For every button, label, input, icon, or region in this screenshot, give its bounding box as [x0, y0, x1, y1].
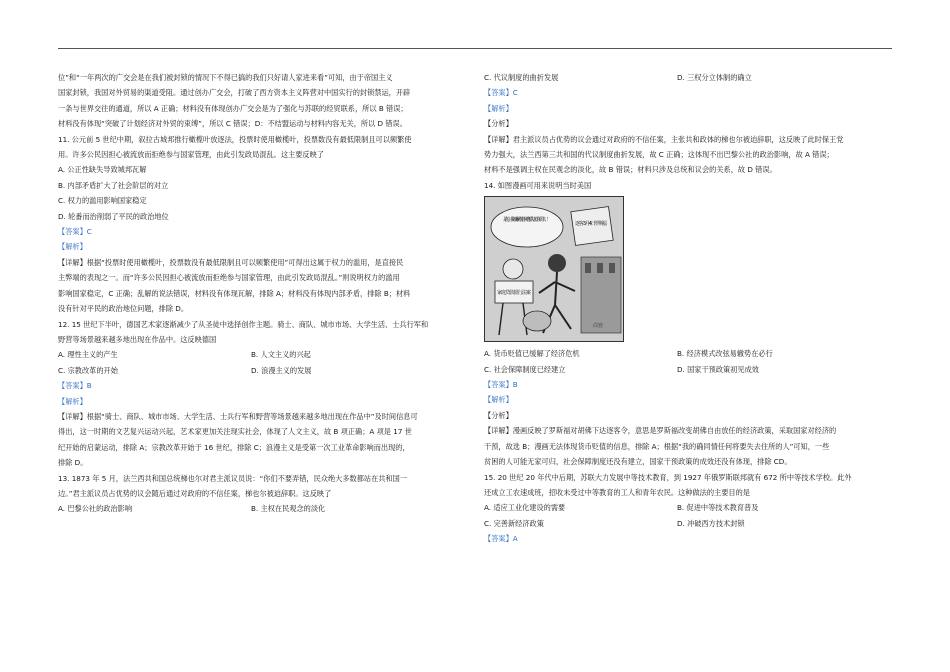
- q11-option-c: C. 权力的滥用影响国家稳定: [58, 196, 147, 206]
- text-line: 位”和“一年两次的广交会是在我们被封锁的情况下不得已搞的我们只好请人家进来看”可知，由于帝国主义: [58, 73, 393, 82]
- q12-stem: 野营等场景越来越多地出现在作品中。这反映德国: [58, 334, 217, 344]
- text-line: 材料没有体现“突破了计划经济对外贸的束缚”，所以 C 错误；D：不结盟运动与材料内容无关，所以 D 错误。: [58, 119, 407, 129]
- q12-detail: 得出，这一时期的文艺复兴运动兴起，艺术家更加关注现实社会，体现了人文主义，故 B 项正确；A 项是 17 世: [58, 427, 412, 437]
- q13-option-b: B. 主权在民观念的淡化: [251, 504, 326, 514]
- q12-stem: 12. 15 世纪下半叶，德国艺术家逐渐减少了从圣徒中选择创作主题。骑士、商队、城市市场、大学生活、士兵行军和: [58, 319, 429, 329]
- q15-options-row: [484, 516, 870, 531]
- q14-option-c: C. 社会保障制度已经建立: [484, 364, 566, 374]
- q13-analysis-label: 【解析】: [484, 103, 513, 113]
- q14-fenxi-label: 【分析】: [484, 410, 513, 420]
- q15-stem: 15. 20 世纪 20 年代中后期，苏联大力发展中等技术教育，到 1927 年俄罗斯联邦就有 672 所中等技术学校。此外: [484, 472, 852, 482]
- q13-option-d: D. 三权分立体制的确立: [677, 73, 752, 82]
- sign-text: 家庭贷款银行法案: [497, 290, 531, 297]
- q14-stem: 14. 如图漫画可用来说明当时美国: [484, 180, 592, 190]
- political-cartoon-image: [484, 196, 624, 342]
- q11-detail: 没有针对平民的政治地位问题，排除 D。: [58, 304, 189, 314]
- q12-option-a: A. 理性主义的产生: [58, 350, 118, 360]
- q11-option-b: B. 内部矛盾扩大了社会阶层的对立: [58, 180, 169, 190]
- q14-detail: 【详解】漫画反映了罗斯福对胡佛下达逐客令，意思是罗斯福改变胡佛自由放任的经济政策，采取国家对经济的: [484, 426, 837, 436]
- q12-answer: 【答案】B: [58, 381, 92, 391]
- q13-detail: 势力强大，法兰西第三共和国的代议制度曲折发展，故 C 正确；这体现不出巴黎公社的政治影响，故 A 错误；: [484, 150, 834, 160]
- q11-detail: 主弊端的表现之一。而“许多公民因担心被流放而拒绝参与国家管理，由此引发政局混乱。”则说明权力的滥用: [58, 273, 400, 283]
- text-line: 一条与世界交往的通道，所以 A 正确；材料没有体现创办广交会是为了强化与苏联的经贸联系，所以 B 错误；: [58, 103, 408, 113]
- q13-detail: 材料不是强调主权在民观念的淡化，故 B 错误；材料只涉及总统和议会的关系，故 D 错误。: [484, 165, 777, 175]
- q12-option-c: C. 宗教改革的开始: [58, 365, 118, 375]
- q12-options-row: [58, 363, 444, 378]
- q12-analysis-label: 【解析】: [58, 396, 87, 406]
- q15-option-c: C. 完善新经济政策: [484, 518, 544, 528]
- q13-option-a: A. 巴黎公社的政治影响: [58, 504, 133, 514]
- q12-options-row: [58, 347, 444, 362]
- q13-fenxi-label: 【分析】: [484, 119, 513, 129]
- q11-stem: 11. 公元前 5 世纪中期，叙拉古城邦推行橄榄叶放逐法，投票时使用橄榄叶，投票数没有最低限制且可以频繁使: [58, 134, 412, 144]
- q15-option-b: B. 促进中等技术教育普及: [677, 503, 759, 513]
- q14-detail: 干预，故选 B；漫画无法体现货币贬值的信息，排除 A；根据“我的确同情任何将要失去住所的人”可知，一些: [484, 441, 830, 451]
- q14-option-b: B. 经济模式改弦易辙势在必行: [677, 349, 773, 359]
- q12-option-b: B. 人文主义的兴起: [251, 350, 311, 360]
- q12-detail: 排除 D。: [58, 458, 88, 468]
- q13-detail: 【详解】君主派议员占优势的议会通过对政府的不信任案，主张共和政体的梯也尔被迫辞职，这反映了此时保王党: [484, 134, 844, 144]
- q13-stem: 边。”君主派议员占优势的议会随后通过对政府的不信任案，梯也尔被迫辞职。这反映了: [58, 488, 332, 498]
- q14-detail: 贫困的人可能无家可归，社会保障制度还没有建立，国家干预政策的成效还没有体现，排除 CD。: [484, 457, 792, 467]
- q14-option-d: D. 国家干预政策初见成效: [677, 364, 759, 374]
- building-label: 白宫: [593, 323, 604, 330]
- q13-options-row: [484, 70, 870, 85]
- left-column: [58, 70, 444, 517]
- q12-option-d: D. 浪漫主义的发展: [251, 365, 312, 375]
- header-rule: [58, 48, 892, 49]
- q15-option-d: D. 冲破西方技术封锁: [677, 518, 745, 528]
- text-line: 国家封锁，我国对外贸易的渠道受阻。通过创办广交会，打破了西方资本主义阵营对中国实行的封锁禁运，开辟: [58, 88, 411, 98]
- cartoon-drawing: [485, 197, 623, 341]
- q11-detail: 【详解】根据“投票时使用橄榄叶，投票数没有最低限制且可以频繁使用”可得出这属于权力的滥用，是直接民: [58, 257, 404, 267]
- q15-stem: 还成立工农速成班，招收未受过中等教育的工人和青年农民。这种做法的主要目的是: [484, 487, 750, 497]
- q12-detail: 【详解】根据“骑士、商队、城市市场、大学生活、士兵行军和野营等场景越来越多地出现在作品中”及时间信息可: [58, 411, 418, 421]
- q11-detail: 影响国家稳定，C 正确；乱解的说法错误，材料没有体现瓦解，排除 A；材料没有体现内部矛盾，排除 B；材料: [58, 288, 411, 298]
- bubble-text: 是的，我的确同情任何将要失去住所的人！！: [503, 217, 551, 224]
- notice-text: 逐客 3月4日罗斯福: [575, 221, 607, 228]
- q14-answer: 【答案】B: [484, 380, 518, 390]
- q12-detail: 纪开始的启蒙运动，排除 A；宗教改革开始于 16 世纪，排除 C；浪漫主义是受第一次工业革命影响而出现的，: [58, 442, 410, 452]
- q11-analysis-label: 【解析】: [58, 242, 87, 252]
- q15-options-row: [484, 500, 870, 515]
- q15-answer: 【答案】A: [484, 534, 518, 544]
- q14-option-a: A. 货币贬值已缓解了经济危机: [484, 349, 580, 359]
- q11-option-d: D. 轮番而治削弱了平民的政治地位: [58, 211, 169, 221]
- q13-options-row: [58, 501, 444, 516]
- right-column: [484, 70, 870, 547]
- q14-analysis-label: 【解析】: [484, 395, 513, 405]
- q11-option-a: A. 公正性缺失导致城邦瓦解: [58, 165, 147, 175]
- q13-answer: 【答案】C: [484, 88, 518, 98]
- q13-option-c: C. 代议制度的曲折发展: [484, 73, 559, 82]
- q15-option-a: A. 适应工业化建设的需要: [484, 503, 566, 513]
- q14-options-row: [484, 346, 870, 361]
- q14-options-row: [484, 362, 870, 377]
- q11-stem: 用。许多公民因担心被流放而拒绝参与国家管理，由此引发政局混乱。这主要反映了: [58, 150, 324, 160]
- q13-stem: 13. 1873 年 5 月，法兰西共和国总统梯也尔对君主派议员说：“你们不要弄错，民众绝大多数都站在共和国一: [58, 473, 408, 483]
- q11-answer: 【答案】C: [58, 227, 92, 237]
